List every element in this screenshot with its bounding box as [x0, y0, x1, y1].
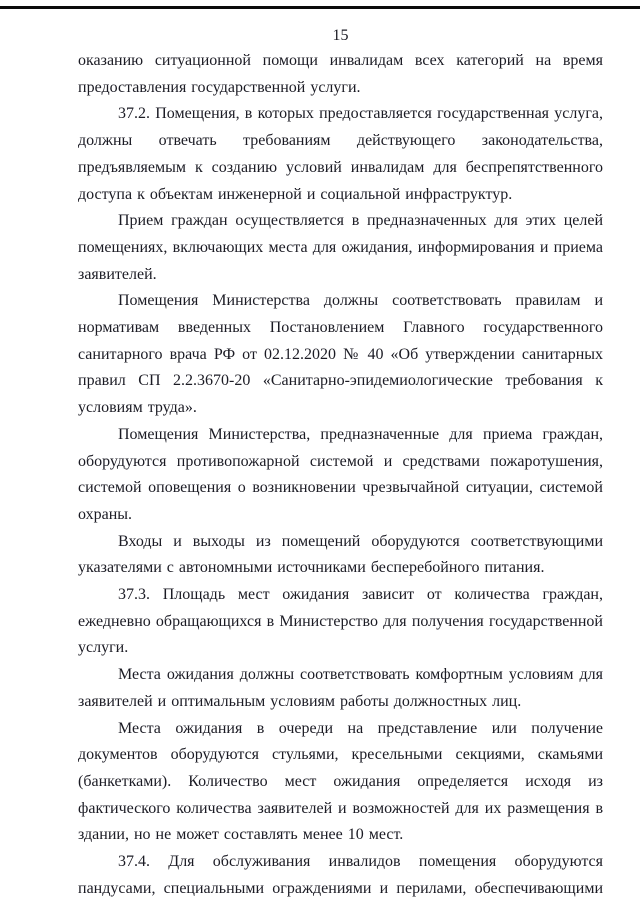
paragraph: Помещения Министерства, предназначенные для приема граждан, оборудуются противопожарной системой и средствами пожаротушения, системой оповещения о возникновении чрезвычайной ситуации, системой охраны. [78, 425, 603, 523]
page-number: 15 [332, 27, 349, 44]
paragraph: Входы и выходы из помещений оборудуются соответствующими указателями с автономными источниками бесперебойного питания. [78, 532, 603, 577]
scan-artifact-line [0, 6, 640, 9]
paragraph: Места ожидания должны соответствовать комфортным условиям для заявителей и оптимальным условиям работы должностных лиц. [78, 666, 603, 710]
paragraph: 37.2. Помещения, в которых предоставляется государственная услуга, должны отвечать требованиям действующего законодательства, предъявляемым к созданию условий инвалидам для беспрепятственного доступа к объектам инженерной и социальной инфраструктур. [78, 105, 603, 203]
paragraph: Места ожидания в очереди на представление или получение документов оборудуются стульями, кресельными секциями, скамьями (банкетками). Количество мест ожидания определяется исходя из фактического количества заявителей и возможностей для их размещения в здании, но не может составлять менее 10 мест. [78, 719, 603, 844]
paragraph: Прием граждан осуществляется в предназначенных для этих целей помещениях, включающих места для ожидания, информирования и приема заявителей. [78, 212, 603, 283]
paragraph: Помещения Министерства должны соответствовать правилам и нормативам введенных Постановлением Главного государственного санитарного врача РФ от 02.12.2020 № 40 «Об утверждении санитарных правил СП 2.2.3670-20 «Санитарно-эпидемиологические требования к условиям труда». [78, 292, 603, 417]
document-body [78, 48, 603, 903]
paragraph: 37.4. Для обслуживания инвалидов помещения оборудуются пандусами, специальными ограждениями и перилами, обеспечивающими [78, 853, 603, 897]
paragraph: 37.3. Площадь мест ожидания зависит от количества граждан, ежедневно обращающихся в Министерство для получения государственной услуги. [78, 586, 603, 657]
paragraph: оказанию ситуационной помощи инвалидам всех категорий на время предоставления государственной услуги. [78, 52, 603, 96]
